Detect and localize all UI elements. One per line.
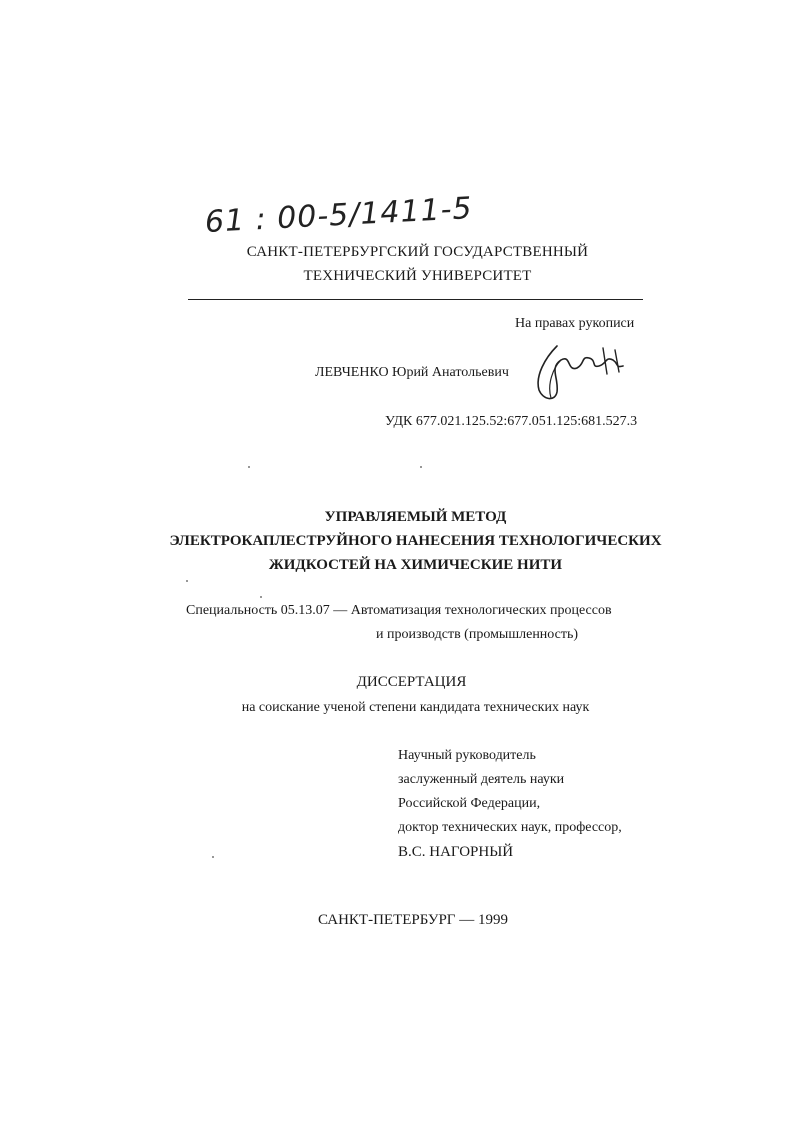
supervisor-title-line2: Российской Федерации,	[398, 796, 541, 811]
supervisor-name: В.С. НАГОРНЫЙ	[398, 844, 514, 860]
dissertation-title-line1: УПРАВЛЯЕМЫЙ МЕТОД	[324, 509, 507, 525]
author-signature	[527, 338, 637, 410]
dissertation-title-line3: ЖИДКОСТЕЙ НА ХИМИЧЕСКИЕ НИТИ	[268, 557, 563, 573]
university-name-line1: САНКТ-ПЕТЕРБУРГСКИЙ ГОСУДАРСТВЕННЫЙ	[246, 244, 589, 260]
scan-speck	[248, 466, 250, 468]
scan-speck	[420, 466, 422, 468]
scan-speck	[212, 856, 214, 858]
university-name-line2: ТЕХНИЧЕСКИЙ УНИВЕРСИТЕТ	[303, 268, 532, 284]
handwritten-code: 61 : 00-5/1411-5	[204, 191, 474, 240]
scan-speck	[260, 596, 262, 598]
document-type: ДИССЕРТАЦИЯ	[356, 674, 467, 690]
supervisor-label: Научный руководитель	[398, 748, 536, 763]
rights-note: На правах рукописи	[515, 316, 635, 331]
scan-speck	[186, 580, 188, 582]
udk-code: УДК 677.021.125.52:677.051.125:681.527.3	[385, 414, 638, 429]
specialty-line2: и производств (промышленность)	[376, 627, 579, 642]
city-year: САНКТ-ПЕТЕРБУРГ — 1999	[318, 912, 508, 928]
degree-line: на соискание ученой степени кандидата технических наук	[241, 700, 590, 715]
supervisor-title-line1: заслуженный деятель науки	[398, 772, 565, 787]
specialty-line1: Специальность 05.13.07 — Автоматизация технологических процессов	[186, 603, 612, 618]
header-divider	[188, 299, 643, 300]
supervisor-title-line3: доктор технических наук, профессор,	[398, 820, 622, 835]
author-name: ЛЕВЧЕНКО Юрий Анатольевич	[315, 365, 509, 380]
dissertation-title-line2: ЭЛЕКТРОКАПЛЕСТРУЙНОГО НАНЕСЕНИЯ ТЕХНОЛОГИЧЕСКИХ	[169, 533, 662, 549]
